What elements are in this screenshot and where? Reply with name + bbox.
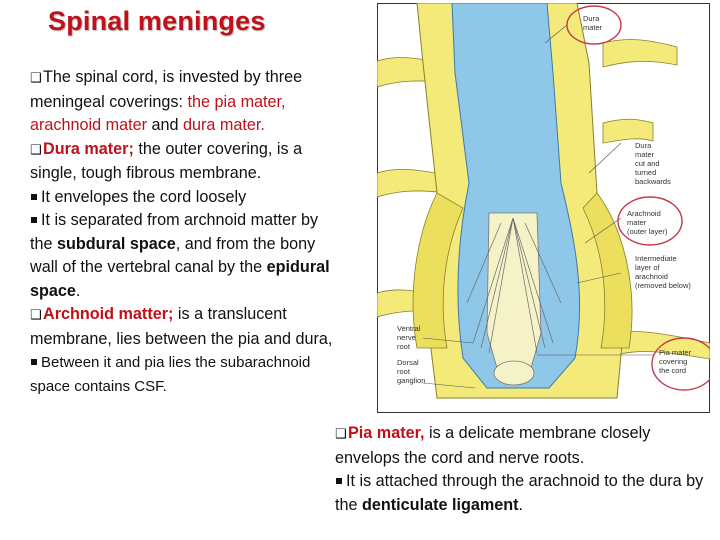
subdural-space-text: subdural space [57, 234, 176, 253]
meninges-illustration [377, 3, 710, 413]
bullet-envelopes [30, 186, 335, 210]
p1-red-text-2: dura mater. [183, 116, 265, 134]
right-text-block [335, 422, 715, 517]
p1-red-text: the pia mater, arachnoid mater [30, 92, 286, 134]
dura-heading: Dura mater; [43, 139, 134, 158]
arachnoid-text: is a translucent membrane, lies between the pia and dura, [30, 305, 333, 348]
square-bullet-icon [336, 478, 342, 484]
checkbox-bullet-icon: ❑ [30, 308, 42, 323]
separated-end-text: . [75, 281, 81, 300]
label-pia-mater: Pia mater covering the cord [659, 348, 692, 375]
label-ventral-root: Ventral nerve root [397, 324, 421, 351]
p1-text: The spinal cord, is invested by three meningeal coverings: [30, 68, 303, 111]
cord-cross-section [494, 361, 534, 385]
denticulate-ligament-text: denticulate ligament [362, 495, 519, 514]
spinal-meninges-figure [377, 3, 710, 413]
pia-text: is a delicate membrane closely envelops the cord and nerve roots. [335, 424, 651, 467]
arachnoid-heading: Archnoid matter; [43, 305, 174, 323]
page-title: Spinal meninges [48, 6, 266, 36]
paragraph-pia [335, 422, 715, 470]
checkbox-bullet-icon: ❑ [335, 427, 347, 442]
attached-end-text: . [518, 495, 524, 514]
checkbox-bullet-icon: ❑ [30, 71, 42, 86]
bullet-attached [335, 470, 715, 517]
dura-text: the outer covering, is a single, tough fibrous membrane. [30, 139, 303, 182]
p1-and-text: and [146, 116, 183, 134]
epidural-space-text: epidural space [30, 258, 330, 300]
separated-mid-text: , and from the bony wall of the vertebral canal by the [30, 234, 316, 276]
bullet-separated [30, 209, 335, 303]
bullet-subarachnoid [30, 351, 335, 398]
square-bullet-icon [31, 194, 37, 200]
paragraph-meninges [30, 66, 335, 138]
square-bullet-icon [31, 359, 37, 365]
attached-text: It is attached through the arachnoid to the dura by the [335, 472, 704, 514]
checkbox-bullet-icon: ❑ [30, 142, 42, 158]
paragraph-arachnoid [30, 303, 335, 351]
label-dorsal-root-ganglion: Dorsal root ganglion [397, 358, 426, 385]
separated-text: It is separated from archnoid matter by the [30, 211, 319, 253]
paragraph-dura [30, 138, 335, 186]
left-text-block [30, 66, 335, 398]
label-dura-cut: Dura mater cut and turned backwards [635, 141, 671, 186]
pia-heading: Pia mater, [348, 424, 425, 442]
label-arachnoid-outer: Arachnoid mater (outer layer) [627, 209, 668, 236]
square-bullet-icon [31, 217, 37, 223]
label-intermediate-layer: Intermediate layer of arachnoid (removed below) [635, 254, 691, 290]
label-dura-mater: Dura mater [583, 14, 603, 32]
envelopes-text: It envelopes the cord loosely [41, 187, 247, 206]
subarachnoid-text: Between it and pia lies the subarachnoid space contains CSF. [30, 354, 311, 395]
